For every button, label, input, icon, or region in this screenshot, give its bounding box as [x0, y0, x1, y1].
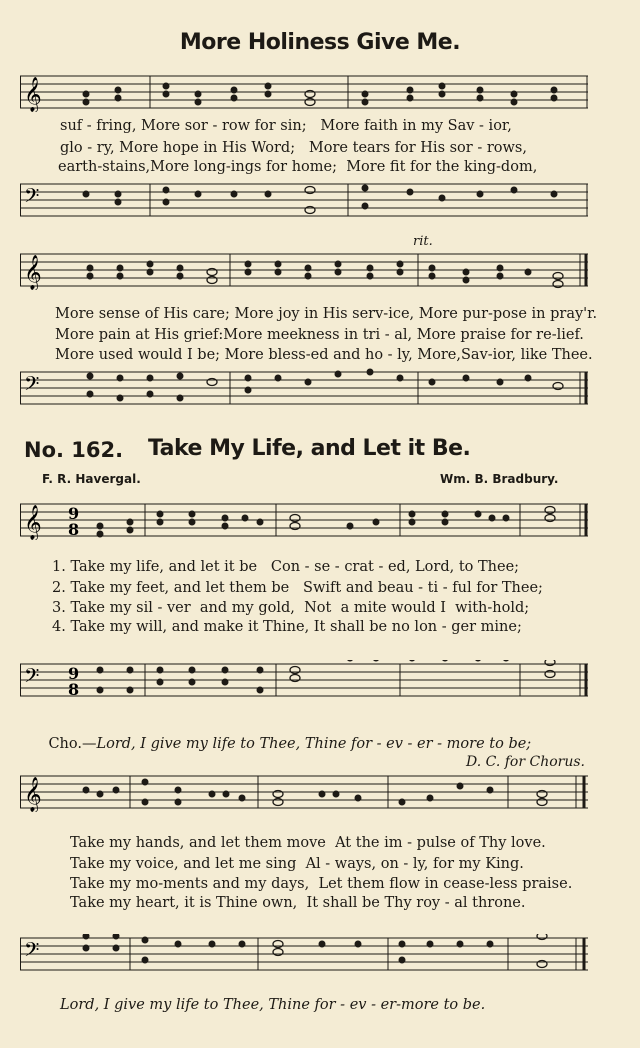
chorus-end-line: Lord, I give my life to Thee, Thine for - ev - er-more to be. — [60, 997, 486, 1013]
svg-text:𝄢: 𝄢 — [24, 664, 40, 692]
hymn-title-more-holiness: More Holiness Give Me. — [179, 30, 461, 55]
lyric-line: More sense of His care; More joy in His serv-ice, More pur-pose in pray'r. — [55, 306, 598, 322]
svg-text:9: 9 — [68, 504, 80, 523]
lyric-line: earth-stains,More long-ings for home; More fit for the king-dom, — [58, 159, 538, 175]
svg-text:9: 9 — [68, 664, 80, 683]
verse-line: Take my voice, and let me sing Al - ways, on - ly, for my King. — [70, 856, 524, 872]
svg-text:8: 8 — [68, 520, 80, 539]
bass-staff — [20, 180, 588, 220]
bass-staff — [20, 934, 588, 974]
chorus-dash: — — [81, 735, 97, 752]
lyric-line: glo - ry, More hope in His Word; More tears for His sor - rows, — [60, 140, 527, 156]
treble-staff — [20, 772, 588, 812]
hymn-number: No. 162. — [24, 438, 124, 462]
verse-line: Take my hands, and let them move At the im - pulse of Thy love. — [70, 835, 546, 851]
verse-line: 3. Take my sil - ver and my gold, Not a mite would I with-hold; — [52, 600, 530, 616]
svg-text:𝄞: 𝄞 — [24, 255, 42, 290]
bass-staff — [20, 368, 588, 408]
treble-staff — [20, 250, 588, 290]
svg-text:𝄞: 𝄞 — [24, 77, 42, 112]
lyric-line: suf - fring, More sor - row for sin; More faith in my Sav - ior, — [60, 118, 512, 134]
svg-text:𝄢: 𝄢 — [24, 372, 40, 400]
verse-line: 2. Take my feet, and let them be Swift and beau - ti - ful for Thee; — [52, 580, 543, 596]
hymn-composer: Wm. B. Bradbury. — [440, 472, 559, 486]
hymn-title-take-my-life: Take My Life, and Let it Be. — [148, 436, 471, 461]
ritardando-marking: rit. — [413, 234, 433, 249]
verse-line: Take my mo-ments and my days, Let them flow in cease-less praise. — [70, 876, 573, 892]
svg-text:𝄞: 𝄞 — [24, 505, 42, 540]
lyric-line: More pain at His grief:More meekness in tri - al, More praise for re-lief. — [55, 327, 584, 343]
svg-text:8: 8 — [68, 680, 80, 699]
svg-text:𝄢: 𝄢 — [24, 938, 40, 966]
treble-staff — [20, 500, 588, 540]
verse-line: 4. Take my will, and make it Thine, It shall be no lon - ger mine; — [52, 619, 522, 635]
svg-text:𝄢: 𝄢 — [24, 184, 40, 212]
chorus-label: Cho. — [48, 735, 82, 752]
chorus-text: Lord, I give my life to Thee, Thine for - ev - er - more to be; — [96, 735, 532, 752]
svg-text:𝄞: 𝄞 — [24, 777, 42, 812]
dc-marking: D. C. for Chorus. — [466, 754, 585, 770]
verse-line: 1. Take my life, and let it be Con - se - crat - ed, Lord, to Thee; — [52, 559, 520, 575]
treble-staff — [20, 72, 588, 112]
bass-staff — [20, 660, 588, 700]
hymn-author: F. R. Havergal. — [42, 472, 141, 486]
verse-line: Take my heart, it is Thine own, It shall be Thy roy - al throne. — [70, 895, 526, 911]
lyric-line: More used would I be; More bless-ed and ho - ly, More,Sav-ior, like Thee. — [55, 347, 593, 363]
